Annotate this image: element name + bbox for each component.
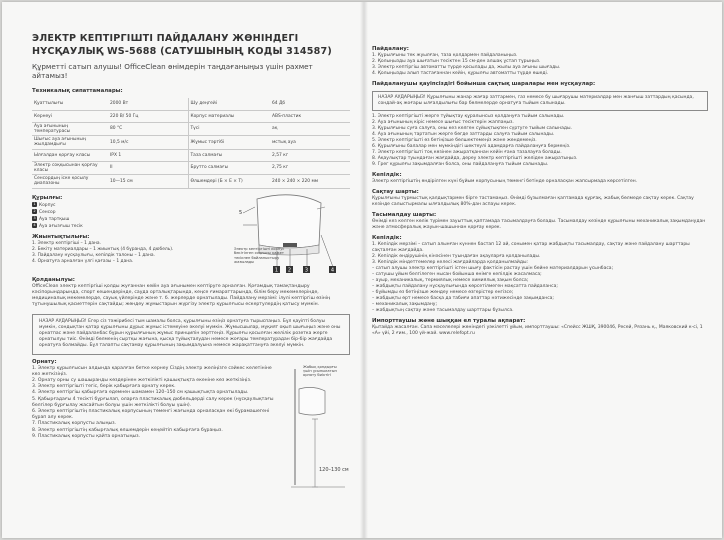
storage-text: Құрылғыны тұрмыстық қалдықтармен бірге тастамаңыз. Өнімді бұзылмаған қаптамада құрғақ, жабық бөлмеде сақтау керек. Сақтау кезінде салыстырмалы ылғалдылық 80%-дан аспауы керек. (372, 196, 694, 207)
kit-item: 4. Орнатуға арналған үлгі қағазы – 1 дана. (32, 258, 134, 264)
diagram-note: Электр кептіргішті корпус бекітілген соңғысы қажет тесікпен байланыстыру жазылады (234, 246, 285, 265)
svg-text:4: 4 (330, 267, 335, 274)
transport-heading: Тасымалдау шарты: (372, 212, 437, 218)
spec-value: мстық ауа (268, 136, 350, 149)
spec-label: Ылғалдан қорғау класы (32, 149, 106, 161)
right-page (368, 2, 722, 538)
warranty-item: 1. Кепілдік мерзімі – сатып алынған күннен бастап 12 ай, сонымен қатар жабдықты тасымалдау, сақтау және пайдалану шарттары сақталған жағдайда. (372, 242, 690, 253)
safety-item: 5. Электр кептіргішті өз бетіңізше бөлшектемеңіз және жөндемеңіз. (372, 138, 537, 143)
install-step: 7. Пластикалық корпусты алыңыз. (32, 421, 117, 427)
document-title-line1: ЭЛЕКТР КЕПТІРГІШТІ ПАЙДАЛАНУ ЖӨНІНДЕГІ (32, 33, 299, 44)
spec-row (32, 161, 350, 174)
spec-value: ақ (268, 122, 350, 135)
spec-value: 2,57 кг (268, 149, 350, 161)
usage-heading: Қолданылуы: (32, 276, 75, 283)
spec-label: Кернеуі (32, 110, 106, 122)
safety-item: 4. Ауа ағынының тартатын жерге бөгде заттарды салуға тыйым салынады. (372, 132, 555, 137)
warranty-item: – жабдықты пайдалану нұсқаулығында көрсетілмеген мақсатта пайдаланса; (372, 284, 558, 289)
spec-value: 220 В/ 50 Гц (106, 110, 188, 122)
safety-item: 9. Грег құрылғы зақымдалған болса, оны пайдалануға тыйым салынады. (372, 162, 549, 167)
svg-text:3: 3 (304, 267, 309, 274)
spec-row (32, 136, 350, 149)
safety-item: 1. Электр кептіргішті жерге тұйықтау құралынсыз қолдануға тыйым салынады. (372, 114, 565, 119)
note-text: Электр кептіргіштің өндірілген күні бұйым корпусының төменгі бетінде орналасқан жапсырмада көрсетілген. (372, 179, 638, 184)
spec-label: Шығыс ауа ағынының жылдамдығы (32, 136, 106, 149)
spec-value: 10—15 см (106, 175, 188, 188)
safety-item: 6. Құрылғыны балалар мен мүмкіндігі шектеулі адамдарға пайдалануға бермеңіз. (372, 144, 571, 149)
install-step: 5. Қабырғадағы 4 тесікті бұрғылап, оларға пластикалық дюбельдерді салу керек (нұсқаулықтағы белгілер бұрғылау жасайтын болуы үшін жеткілікті болуы үшін). (32, 396, 274, 408)
spec-label: Ауа ағынының температурасы (32, 122, 106, 135)
part-number-badge: 1 (33, 201, 36, 206)
warranty-item: – сатушы ұйым белгілеген нысан бойынша өнімге кепілдік жасалмаса; (372, 272, 542, 277)
safety-item: 8. Ақаулықтар туындаған жағдайда, дереу электр кептіргішті желіден ажыратыңыз. (372, 156, 578, 161)
spec-label: Корпус материалы (188, 110, 268, 122)
warranty-item: – жабдықтың сақтау және тасымалдау шарттары бұзылса. (372, 308, 514, 313)
install-heading: Орнату: (32, 358, 57, 365)
use-step: 3. Электр кептіргіш автоматты түрде қосылады да, жылы ауа ағыны шығады. (372, 65, 561, 70)
left-page (2, 2, 360, 538)
kit-item: 1. Электр кептіргіші – 1 дана. (32, 240, 101, 246)
part-number-badge: 2 (33, 208, 36, 213)
warranty-item: – механикалық зақымдану; (372, 302, 437, 307)
install-step: 6. Электр кептіргіштің пластикалық корпусының төменгі жағында орналасқан екі бұрамашегені бұрап алу керек. (32, 408, 270, 421)
spec-label: Өлшемдері (Б × Е × Т) (188, 175, 268, 188)
kit-item: 3. Пайдалану нұсқаулығы, кепілдік талоны – 1 дана. (32, 252, 155, 258)
spec-label: Брутто салмағы (188, 161, 268, 174)
install-step: 8. Электр кептіргіштің кабырғалық өлшемдерін кеңейтіп кабырғаға бұраңыз. (32, 427, 223, 433)
document-title-line2: НҰСҚАУЛЫҚ WS-5688 (САТУШЫНЫҢ КОДЫ 314587) (32, 46, 332, 57)
spec-value: 80 °С (106, 122, 188, 135)
wall-note: Жабық қондырғы үшін ұсынылатын орнату биіктігі (303, 364, 337, 378)
spec-table (32, 98, 350, 189)
spec-value: 240 × 240 × 220 мм (268, 175, 350, 188)
warning-text: НАЗАР АУДАРЫҢЫЗ! Егер сіз тәжірибесі тым шамалы болса, құрылғыны өзіңіз орнатуға тырыспаңыз. Бұл қауіпті болуы мүмкін, сондықтан қатар құрылғыны дұрыс жұмыс істемеуіне әкелуі мүмкін. Жұмысшылар, мұқият оқып шығыңыз және оны орнатпас және пайдаланбас бұрын құрылғының жұмыс принципін зерттеңіз. Құрылғы қосылған желілік розетка жерге орнатылуы тиіс. Өнімді бөлменің сыртқы жағына, қысқа тұйықталудан немесе жоғары температурадан бір-бір жағдайда орнатуға болмайды. Бұл талапты сақтамау құрылғының зақымдалуына немесе жарақаттануға әкелуі мүмкін. (39, 318, 341, 349)
part-item: 4 Ауа ағызғыш тесік (33, 222, 83, 229)
spec-value: II (106, 161, 188, 174)
spec-label: Таза салмағы (188, 149, 268, 161)
kit-heading: Жиынтықтылығы: (32, 233, 90, 240)
warranty-item: – сатып алушы электр кептіргішті істен шығу фактісін растау үшін бейне материалдарын ұсынбаса; (372, 266, 614, 271)
storage-heading: Сақтау шарты: (372, 189, 419, 195)
spec-label: Сенсордың іске қосылу диапазоны (32, 175, 106, 188)
part-number-badge: 4 (33, 222, 36, 227)
warranty-item: – жабдықты өрт немесе басқа да табиғи апаттар нәтижесінде зақымданса; (372, 296, 554, 301)
install-step: 1. Электр құрылғысын алдында қаралған бетке кернеу Сіздің электр желіңізге сәйкес келетініне көз жеткізіңіз. (32, 365, 272, 377)
spec-value: IPX 1 (106, 149, 188, 161)
spec-value: 64 Дб (268, 98, 350, 110)
usage-text: OfficeClean электр кептіргіші қолды жуғаннан кейін ауа ағынымен кептіруге арналған. Қоғамдық тамақтандыру кәсіпорындарында, спорт кешендерінде, сауда орталықтарында, кеңсе ғимараттарында, білім беру мекемелерінде, медициналық мекемелерде, сауық үйлерінде және т. б. жерлерде орнатылады. Пайдалану мерзімі: ілулі кептіргіш өзінің тұтынушылық қасиеттерін сақтайды; жөндеу жұмыстарын жүргізу электр құрылғысы ескертулердің қатысу мүмкін. (32, 283, 331, 308)
install-step: 4. Электр кептіргіш қабырғаға едемнен шамамен 120–150 см қашықтықта орнатылады. (32, 390, 249, 396)
spec-heading: Техникалық сипаттамалары: (32, 88, 123, 94)
book-gutter (360, 2, 368, 538)
diagram-label-5: 5 (239, 209, 243, 216)
spec-label: Түсі (188, 122, 268, 135)
safety-warning-text: НАЗАР АУДАРЫҢЫЗ! Құрылғыны жанар жағар заттармен, газ немесе бу шығарушы материалдар мен жанғыш заттардың қасында, сондай-ақ жоғары ылғалдылығы бар бөлмелерде орнатуға тыйым салынады. (378, 95, 694, 106)
spec-row (32, 110, 350, 122)
use-step: 1. Құрылғыны тек жуылған, таза қолдармен пайдаланыңыз. (372, 53, 518, 58)
install-section (32, 358, 350, 473)
use-step: 4. Қолыңызды алып тастағаннан кейін, құрылғы автоматты түрде өшеді. (372, 71, 549, 76)
install-step: 2. Орнату орны су шашыранды көздерінен жеткілікті қашықтықта екеніне көз жеткізіңіз. (32, 377, 252, 383)
spec-label: Электр соққысынан қорғау класы (32, 161, 106, 174)
svg-text:1: 1 (274, 267, 279, 274)
part-item: 2 Сенсор (33, 208, 56, 215)
safety-heading: Пайдаланушы қауіпсіздігі бойынша сақтық шаралары мен нұсқаулар: (372, 81, 596, 87)
wall-mount-diagram (285, 365, 351, 495)
spec-row (32, 122, 350, 135)
transport-text: Өнімді кез келген көлік түрімен зауыттық қаптамада тасымалдауға болады. Тасымалдау кезінде құрылғыны механикалық зақымданудан және атмосфералық жауын-шашыннан қорғау керек. (372, 219, 706, 230)
wall-height-label: 120–130 см (319, 466, 349, 473)
install-step: 9. Пластикалық корпусты қайта орнатыңыз. (32, 433, 141, 439)
kit-item: 2. Бекіту материалдары – 1 жиынтық (4 бұранда, 4 дюбель). (32, 246, 174, 252)
warranty-item: – бұйымды өз бетіңізше жөндеу немесе өзгерістер енгізсе; (372, 290, 514, 295)
warranty-heading: Кепілдік: (372, 235, 402, 241)
parts-heading: Құрылғы: (32, 194, 63, 201)
warranty-item: 2. Кепілдік өндірушінің кінәсінен туындаған ақауларға қолданылады. (372, 254, 541, 259)
spec-label: Шу деңгейі (188, 98, 268, 110)
part-item: 3 Ауа тартқыш (33, 215, 70, 222)
spec-row (32, 98, 350, 110)
note-heading: Кепілдік: (372, 172, 402, 178)
spec-value: 2000 Вт (106, 98, 188, 110)
part-item: 1 Корпус (33, 201, 56, 208)
use-heading: Пайдалану: (372, 46, 409, 52)
install-step: 3. Электр кептіргішті тегіс, берік қабырғаға орнату керек. (32, 384, 176, 390)
parts-list (32, 202, 182, 230)
safety-warning-box (372, 91, 708, 111)
importer-heading: Импорттаушы және шыққан ел туралы ақпарат: (372, 318, 526, 324)
warranty-item: – ауыр, механикалық, термиялық немесе химиялық зақым болса; (372, 278, 529, 283)
spec-label: Жұмыс тәртібі (188, 136, 268, 149)
safety-item: 2. Ауа ағынының кіріс немесе шығыс тесіктерін жаппаңыз. (372, 120, 514, 125)
spec-value: 10,5 м/с (106, 136, 188, 149)
spec-value: 2,75 кг (268, 161, 350, 174)
spec-row (32, 149, 350, 161)
spec-value: ABS-пластик (268, 110, 350, 122)
part-number-badge: 3 (33, 215, 36, 220)
safety-item: 7. Электр кептіргішті тоқ көзінен ажыратқаннан кейін ғана тазалауға болады. (372, 150, 562, 155)
parts-section (32, 191, 350, 273)
warranty-item: 3. Кепілдік міндеттемелер келесі жағдайларда қолданылмайды: (372, 260, 529, 265)
warning-box (32, 314, 350, 355)
importer-text: Қытайда жасалған. Сапа мәселелері жөніндегі уәкілетті ұйым, импорттаушы: «Спейсс ЖШҚ, 390046, Ресей, Рязань қ., Маяковский к-сі, 1 «А» үйі, 2 ғим., 100 үй-жай. www.relefopt.ru (372, 325, 703, 336)
greeting: Құрметті сатып алушы! OfficeClean өнімдерін таңдағаныңыз үшін рахмет айтамыз! (32, 62, 313, 80)
use-step: 2. Қолыңызды ауа шығатын тесіктен 15 см-ден алшақ ұстап тұрыңыз. (372, 59, 541, 64)
document-spread (2, 2, 722, 538)
spec-label: Қуаттылығы (32, 98, 106, 110)
safety-item: 3. Құрылғыны суға салуға, оны кез келген сұйықтықпен сүртуге тыйым салынады. (372, 126, 572, 131)
svg-text:2: 2 (287, 267, 292, 274)
